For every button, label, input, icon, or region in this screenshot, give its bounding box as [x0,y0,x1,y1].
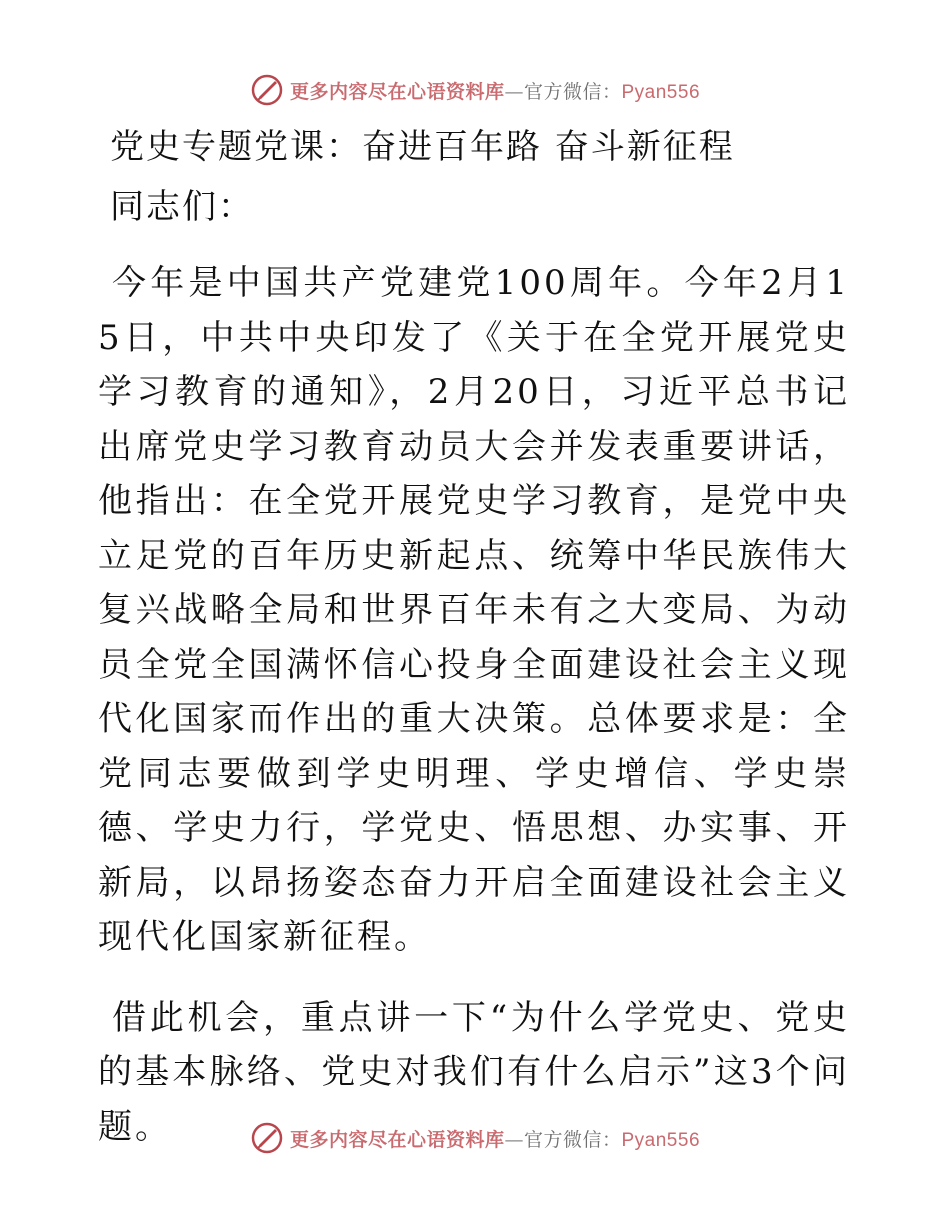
paragraph-1: 今年是中国共产党建党100周年。今年2月15日，中共中央印发了《关于在全党开展党史学习教育的通知》，2月20日，习近平总书记出席党史学习教育动员大会并发表重要讲话，他指出：在全党开展党史学习教育，是党中央立足党的百年历史新起点、统筹中华民族伟大复兴战略全局和世界百年未有之大变局、为动员全党全国满怀信心投身全面建设社会主义现代化国家而作出的重大决策。总体要求是：全党同志要做到学史明理、学史增信、学史崇德、学史力行，学党史、悟思想、办实事、开新局，以昂扬姿态奋力开启全面建设社会主义现代化国家新征程。 [98,263,850,957]
document-greeting: 同志们： [110,187,254,227]
paragraph-2: 借此机会，重点讲一下“为什么学党史、党史的基本脉络、党史对我们有什么启示”这3个问题。 [98,997,850,1147]
watermark-wechat-label: 官方微信： [523,80,622,103]
footer-watermark [0,1118,950,1158]
header-watermark [0,70,950,110]
quill-logo-icon [250,73,284,107]
watermark-text [290,1125,700,1152]
watermark-dash: — [504,80,524,103]
watermark-wechat-id: Pyan556 [621,81,701,103]
watermark-text [290,77,700,104]
watermark-wechat-id: Pyan556 [621,1129,701,1151]
document-body [98,122,850,1180]
watermark-dash: — [504,1128,524,1151]
watermark-site-name: 更多内容尽在心语资料库 [289,80,505,103]
watermark-site-name: 更多内容尽在心语资料库 [289,1128,505,1151]
watermark-wechat-label: 官方微信： [523,1128,622,1151]
document-title: 党史专题党课：奋进百年路 奋斗新征程 [110,127,735,167]
quill-logo-icon [250,1121,284,1155]
